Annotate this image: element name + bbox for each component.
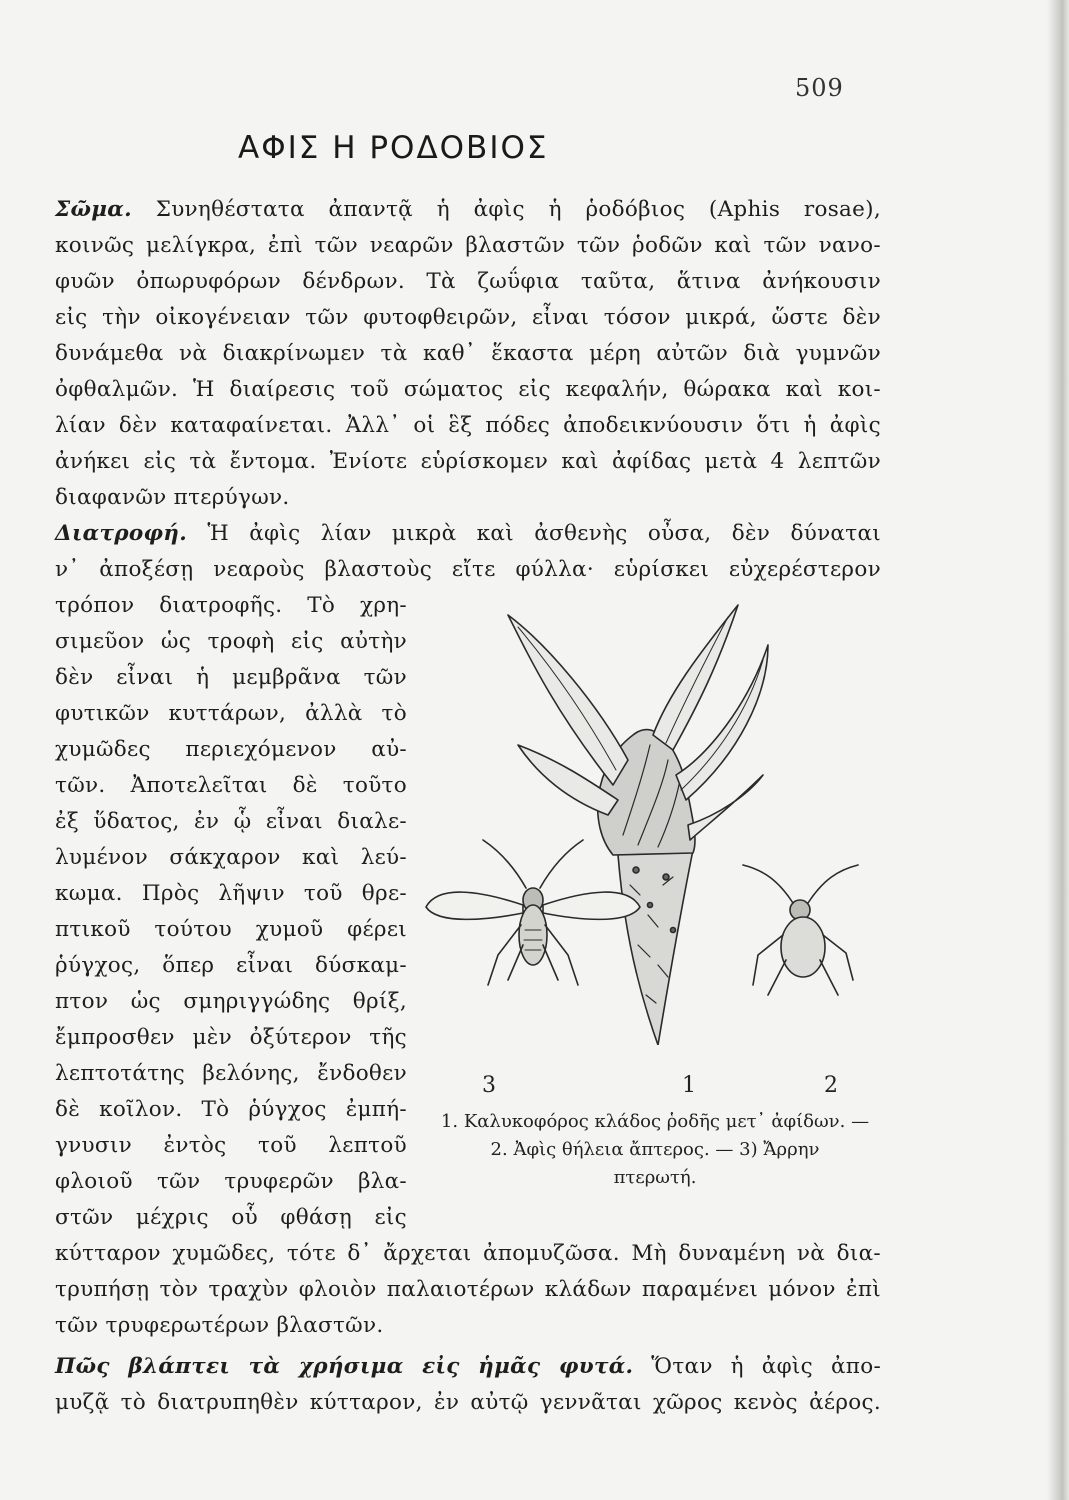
paragraph-line: δὲν εἶναι ἡ μεμβρᾶνα τῶν (55, 665, 407, 690)
page-number: 509 (795, 74, 844, 102)
paragraph-line: χυμῶδες περιεχόμενον αὐ- (55, 737, 407, 762)
paragraph-line: λεπτοτάτης βελόνης, ἔνδοθεν (55, 1061, 407, 1086)
figure-label-2: 2 (824, 1073, 838, 1098)
paragraph-line: ὀφθαλμῶν. Ἡ διαίρεσις τοῦ σώματος εἰς κεφαλήν, θώρακα καὶ κοι- (55, 377, 881, 402)
section-heading-body: Σῶμα. (55, 197, 132, 222)
paragraph-line: κύτταρον χυμῶδες, τότε δ᾽ ἄρχεται ἀπομυζῶσα. Μὴ δυναμένη νὰ δια- (55, 1241, 881, 1266)
paragraph-line: τρόπον διατροφῆς. Τὸ χρη- (55, 593, 407, 618)
paragraph-line: μυζᾷ τὸ διατρυπηθὲν κύτταρον, ἐν αὐτῷ γεννᾶται χῶρος κενὸς ἀέρος. (55, 1390, 881, 1415)
paragraph-line: γνυσιν ἐντὸς τοῦ λεπτοῦ (55, 1133, 407, 1158)
aphid-rose-illustration (418, 585, 888, 1045)
paragraph-line: εἰς τὴν οἰκογένειαν τῶν φυτοφθειρῶν, εἶναι τόσον μικρά, ὥστε δὲν (55, 305, 881, 330)
paragraph-line: ν᾽ ἀποξέσῃ νεαροὺς βλαστοὺς εἴτε φύλλα· εὑρίσκει εὐχερέστερον (55, 557, 881, 582)
wingless-aphid (743, 865, 858, 995)
paragraph-line: Διατροφή. Ἡ ἀφὶς λίαν μικρὰ καὶ ἀσθενὴς οὖσα, δὲν δύναται (55, 521, 881, 546)
illustration-svg (418, 585, 888, 1045)
section-heading-nutrition: Διατροφή. (55, 521, 188, 546)
winged-aphid (426, 840, 640, 985)
figure-label-3: 3 (482, 1073, 496, 1098)
paragraph-line: τρυπήσῃ τὸν τραχὺν φλοιὸν παλαιοτέρων κλάδων παραμένει μόνον ἐπὶ (55, 1277, 881, 1302)
paragraph-line: σιμεῦον ὡς τροφὴ εἰς αὐτὴν (55, 629, 407, 654)
paragraph-line: λυμένον σάκχαρον καὶ λεύ- (55, 845, 407, 870)
paragraph-line: κωμα. Πρὸς λῆψιν τοῦ θρε- (55, 881, 407, 906)
paragraph-line: στῶν μέχρις οὗ φθάσῃ εἰς (55, 1205, 407, 1230)
paragraph-line: τῶν τρυφερωτέρων βλαστῶν. (55, 1313, 384, 1338)
paragraph-line: πτον ὡς σμηριγγώδης θρίξ, (55, 989, 407, 1014)
paragraph-line: πτικοῦ τούτου χυμοῦ φέρει (55, 917, 407, 942)
caption-line: 2. Ἀφὶς θήλεια ἄπτερος. — 3) Ἄρρην (490, 1139, 820, 1160)
rose-stem (618, 850, 693, 1045)
paragraph-line: φυτικῶν κυττάρων, ἀλλὰ τὸ (55, 701, 407, 726)
figure-caption (420, 1108, 890, 1192)
caption-line: 1. Καλυκοφόρος κλάδος ῥοδῆς μετ᾽ ἀφίδων. — (440, 1111, 870, 1132)
figure-label-1: 1 (682, 1073, 696, 1098)
paragraph-line: λίαν δὲν καταφαίνεται. Ἀλλ᾽ οἱ ἓξ πόδες ἀποδεικνύουσιν ὅτι ἡ ἀφὶς (55, 413, 881, 438)
paragraph-line: κοινῶς μελίγκρα, ἐπὶ τῶν νεαρῶν βλαστῶν τῶν ῥοδῶν καὶ τῶν νανο- (55, 233, 881, 258)
paragraph-line: Πῶς βλάπτει τὰ χρήσιμα εἰς ἡμᾶς φυτά. Ὅταν ἡ ἀφὶς ἀπο- (55, 1354, 882, 1379)
caption-line: πτερωτή. (613, 1167, 697, 1188)
page-title: ΑΦΙΣ Η ΡΟΔΟΒΙΟΣ (238, 130, 549, 166)
paragraph-line: Σῶμα. Συνηθέστατα ἀπαντᾷ ἡ ἀφὶς ἡ ῥοδόβιος (Aphis rosae), (55, 197, 881, 222)
paragraph-line: τῶν. Ἀποτελεῖται δὲ τοῦτο (55, 773, 407, 798)
paragraph-line: φλοιοῦ τῶν τρυφερῶν βλα- (55, 1169, 407, 1194)
paragraph-line: ἀνήκει εἰς τὰ ἔντομα. Ἐνίοτε εὑρίσκομεν καὶ ἀφίδας μετὰ 4 λεπτῶν (55, 449, 881, 474)
section-heading-harm: Πῶς βλάπτει τὰ χρήσιμα εἰς ἡμᾶς φυτά. (55, 1354, 634, 1379)
paragraph-line: ἔμπροσθεν μὲν ὀξύτερον τῆς (55, 1025, 407, 1050)
paragraph-line: δυνάμεθα νὰ διακρίνωμεν τὰ καθ᾽ ἕκαστα μέρη αὐτῶν διὰ γυμνῶν (55, 341, 881, 366)
paragraph-line: διαφανῶν πτερύγων. (55, 485, 290, 510)
paragraph-line: φυῶν ὀπωρυφόρων δένδρων. Τὰ ζωΰφια ταῦτα, ἅτινα ἀνήκουσιν (55, 269, 881, 294)
paragraph-line: δὲ κοῖλον. Τὸ ῥύγχος ἐμπή- (55, 1097, 407, 1122)
page-edge-shadow (1047, 0, 1069, 1500)
paragraph-line: ἐξ ὕδατος, ἐν ᾧ εἶναι διαλε- (55, 809, 407, 834)
paragraph-line: ῥύγχος, ὅπερ εἶναι δύσκαμ- (55, 953, 407, 978)
